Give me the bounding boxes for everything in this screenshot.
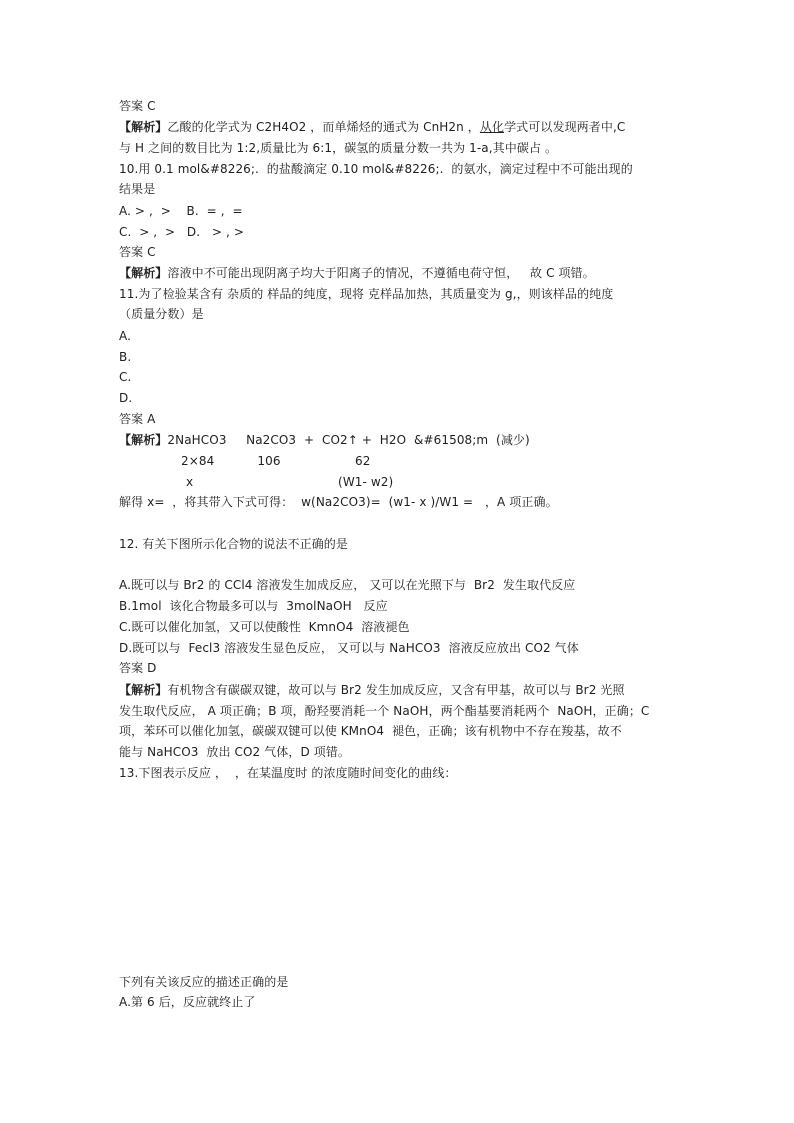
- q9-analysis-line-2: 与 H 之间的数目比为 1:2,质量比为 6:1，碳氢的质量分数一共为 1-a,其中碳占 。: [119, 141, 558, 155]
- q13-stem: 13.下图表示反应 ， ，在某温度时 的浓度随时间变化的曲线：: [119, 766, 457, 780]
- q11-equation: [119, 432, 530, 448]
- q12-analysis-line-2: 发生取代反应， A 项正确；B 项，酚羟要消耗一个 NaOH，两个酯基要消耗两个 NaOH，正确；C: [119, 704, 650, 718]
- analysis-tag: 【解析】: [119, 683, 168, 697]
- q9-analysis-text-a: 乙酸的化学式为 C2H4O2 ，而单烯烃的通式为 CnH2n ，: [167, 120, 480, 134]
- q10-options-cd: C. > , > D. > , >: [119, 225, 244, 239]
- q12-analysis-text: 有机物含有碳碳双键，故可以与 Br2 发生加成反应，又含有甲基，故可以与 Br2 光照: [167, 683, 625, 697]
- q11-option-a: A.: [119, 329, 132, 343]
- q13-figure-placeholder: [119, 790, 679, 960]
- q12-option-c: C.既可以催化加氢，又可以使酸性 KmnO4 溶液褪色: [119, 620, 410, 634]
- q11-stem-line-2: （质量分数）是: [119, 307, 204, 321]
- q12-analysis-line-1: [119, 682, 625, 698]
- q10-options-ab: A. > , > B. = , =: [119, 204, 243, 218]
- q11-stem-line-1: 11.为了检验某含有 杂质的 样品的纯度，现将 克样品加热，其质量变为 g,，则该样品的纯度: [119, 287, 614, 301]
- q10-analysis-text: 溶液中不可能出现阴离子均大于阳离子的情况，不遵循电荷守恒， 故 C 项错。: [167, 266, 595, 280]
- q9-analysis-underlined: 从化: [479, 120, 505, 134]
- q11-option-b: B.: [119, 350, 132, 364]
- q9-analysis-line-1: [119, 119, 625, 135]
- q11-answer: 答案 A: [119, 412, 156, 426]
- q11-option-d: D.: [119, 391, 133, 405]
- q11-option-c: C.: [119, 370, 132, 384]
- q12-answer: 答案 D: [119, 661, 157, 675]
- q10-analysis: [119, 265, 595, 281]
- analysis-tag: 【解析】: [119, 266, 168, 280]
- q12-analysis-line-4: 能与 NaHCO3 放出 CO2 气体，D 项错。: [119, 745, 350, 759]
- q11-equation-row-3: x (W1- w2): [186, 475, 394, 489]
- q12-option-b: B.1mol 该化合物最多可以与 3molNaOH 反应: [119, 599, 388, 613]
- q12-option-d: D.既可以与 Fecl3 溶液发生显色反应， 又可以与 NaHCO3 溶液反应放出 CO2 气体: [119, 641, 579, 655]
- q13-question: 下列有关该反应的描述正确的是: [119, 975, 289, 989]
- q12-option-a: A.既可以与 Br2 的 CCl4 溶液发生加成反应， 又可以在光照下与 Br2 发生取代反应: [119, 578, 576, 592]
- analysis-tag: 【解析】: [119, 120, 168, 134]
- q10-answer: 答案 C: [119, 245, 156, 259]
- q11-solve: 解得 x= ，将其带入下式可得： w(Na2CO3)= (w1- x )/W1 = ，A 项正确。: [119, 495, 558, 509]
- q10-stem-line-1: 10.用 0.1 mol&#8226;. 的盐酸滴定 0.10 mol&#8226;. 的氨水，滴定过程中不可能出现的: [119, 162, 633, 176]
- q9-analysis-text-b: 学式可以发现两者中,C: [504, 120, 626, 134]
- q11-equation-row-2: 2×84 106 62: [181, 454, 371, 468]
- q12-analysis-line-3: 项，苯环可以催化加氢，碳碳双键可以使 KMnO4 褪色，正确；该有机物中不存在羧基，故不: [119, 724, 622, 738]
- q11-equation-text: 2NaHCO3 Na2CO3 + CO2↑ + H2O &#61508;m (减少): [167, 433, 530, 447]
- q10-stem-line-2: 结果是: [119, 182, 156, 196]
- q12-stem: 12. 有关下图所示化合物的说法不正确的是: [119, 537, 348, 551]
- q13-option-a: A.第 6 后，反应就终止了: [119, 995, 256, 1009]
- analysis-tag: 【解析】: [119, 433, 168, 447]
- q9-answer: 答案 C: [119, 99, 156, 113]
